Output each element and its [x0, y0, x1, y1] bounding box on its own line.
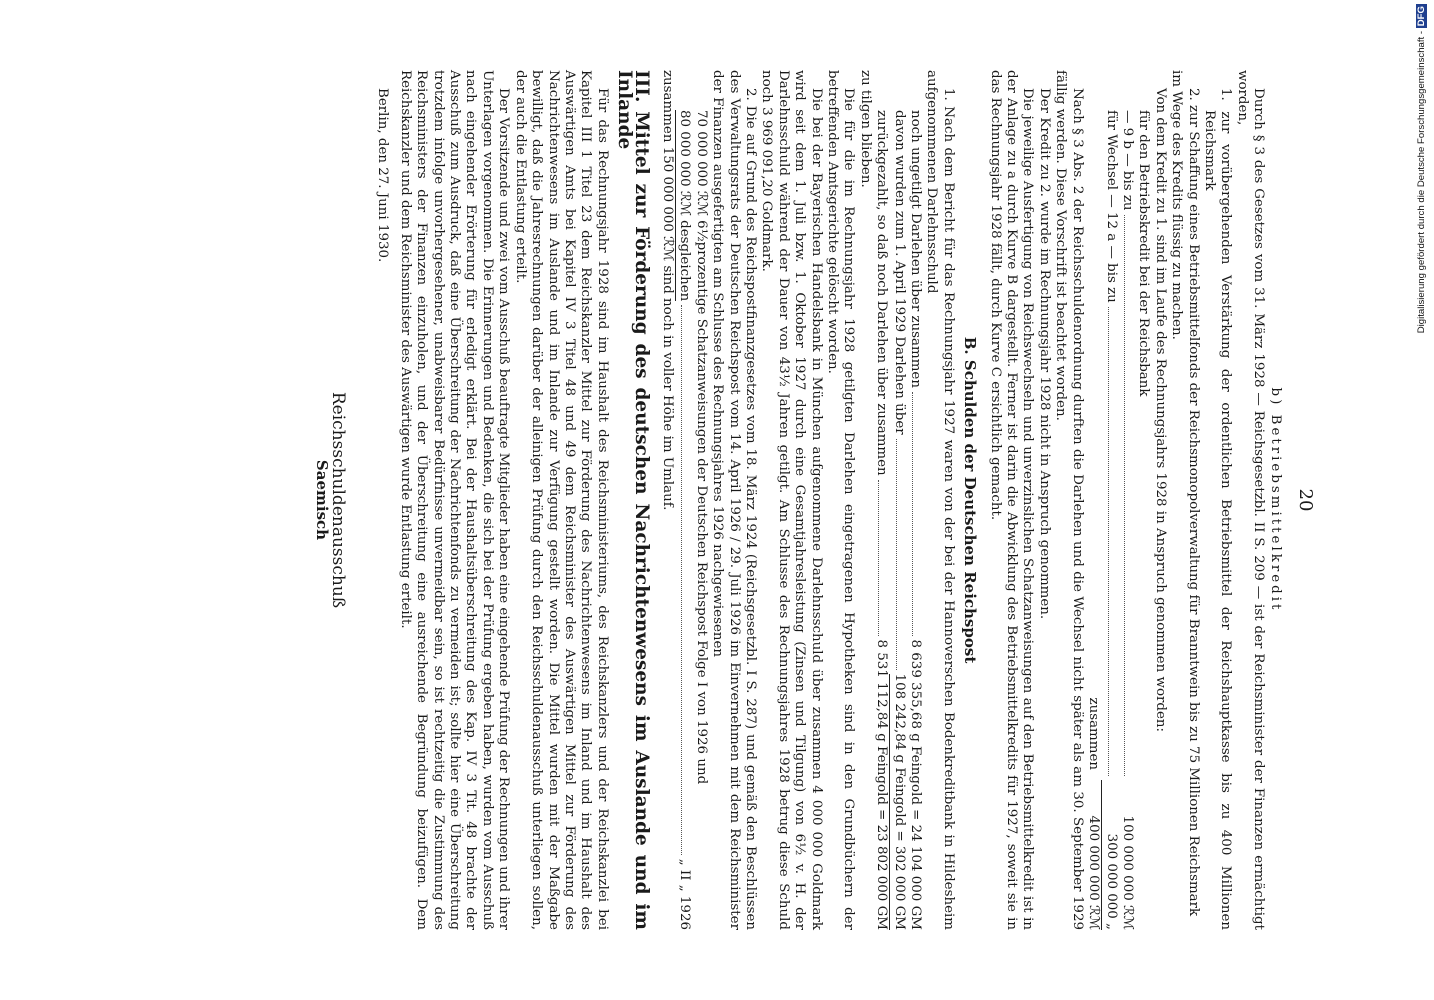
leader-dots [896, 439, 897, 670]
signature-name: Saemisch [312, 459, 331, 541]
leader-dots [681, 305, 682, 854]
paragraph-9: Die für die im Rechnungsjahr 1928 getilgten Darlehen eingetragenen Hypotheken sind in den Grundbüchern der betreffenden Amtsgerichte gelöscht worden. [825, 70, 857, 930]
leader-dots [912, 392, 913, 636]
place-date: Berlin, den 27. Juni 1930. [375, 88, 391, 263]
kredit-row-1-label: — 9 b — bis zu [1119, 110, 1135, 211]
dfg-logo: DFG [1416, 6, 1427, 27]
post-row-1 [907, 70, 923, 930]
paragraph-3: Von dem Kredit zu 1. sind im Laufe des Rechnungsjahrs 1928 in Anspruch genommen worden: [1152, 88, 1168, 733]
kredit-sum-row [1085, 70, 1102, 930]
schatz-row-2 [675, 70, 692, 930]
post-row-1-value: 8 639 355,68 g Feingold = 24 104 000 GM [908, 639, 924, 930]
paragraph-11: 2. Die auf Grund des Reichspostfinanzgesetzes vom 18. März 1924 (Reichsgesetzbl. I S. 287) und gemäß den Beschlüssen des Verwaltungsrats der Deutschen Reichspost vom 14. April 1926 / 29. Juli 1926 im Einvernehmen mit dem Reichsminister der Finanzen ausgefertigten am Schlusse des Rechnungsjahres 1926 nachgewiesenen [710, 70, 758, 930]
leader-dots [878, 480, 879, 636]
credit-text: Digitalisierung gefördert durch die Deutsche Forschungsgemeinschaft - [1416, 30, 1427, 334]
post-row-2 [889, 70, 906, 930]
post-row-2-label: davon wurden zum 1. April 1929 Darlehen über [891, 110, 907, 435]
digitization-credit [1415, 4, 1429, 394]
kredit-row-1-value: 100 000 000 ℛℳ [1119, 815, 1135, 930]
rotated-text-block [137, 70, 1317, 930]
kredit-row-1 [1119, 70, 1135, 930]
paragraph-2: im Wege des Kredits flüssig zu machen. [1169, 70, 1185, 340]
page-number: 20 [1295, 488, 1316, 512]
schatz-row-2-value: „ II „ 1926 [677, 858, 693, 930]
list-item-2: 2. zur Schaffung eines Betriebsmittelfonds der Reichsmonopolverwaltung für Branntwein bis zu 75 Millionen Reichsmark [1185, 88, 1201, 917]
post-row-3 [873, 70, 889, 930]
post-row-1-label: noch ungetilgt Darlehen über zusammen [908, 110, 924, 388]
paragraph-3b: für den Betriebskredit bei der Reichsbank [1136, 110, 1152, 397]
kredit-row-2 [1102, 70, 1118, 930]
schatz-row-1: 70 000 000 ℛℳ 6½prozentige Schatzanweisungen der Deutschen Reichspost Folge I von 1926 und [693, 110, 709, 785]
kredit-sum-label: zusammen [1086, 697, 1102, 770]
leader-dots [1124, 215, 1125, 776]
schatz-row-2-label: 80 000 000 ℛℳ desgleichen [675, 110, 692, 301]
paragraph-13: Für das Rechnungsjahr 1928 sind im Haushalt des Reichsministeriums, des Reichskanzlers und der Reichskanzlei bei Kapitel III 1 Titel 23 dem Reichskanzler Mittel zur Förderung des Nachrichtenwesens im Inland und im Haushalt des Auswärtigen Amts bei Kapitel IV 3 Titel 48 und 49 dem Reichsminister des Auswärtigen Mittel zur Förderung des Nachrichtenwesens im Auslande und im Inlande zur Verfügung gestellt worden. Die Mittel wurden mit der Maßgabe bewilligt, daß die Jahresrechnungen darüber der alleinigen Prüfung durch den Reichsschuldenausschuß unterliegen sollen, der auch die Entlastung erteilt. [512, 70, 610, 930]
signature-organization: Reichsschuldenausschuß [328, 391, 349, 609]
paragraph-5: Der Kredit zu 2. wurde im Rechnungsjahr 1928 nicht in Anspruch genommen. [1036, 88, 1052, 620]
heading-nachrichtenwesen: III. Mittel zur Förderung des deutschen Nachrichtenwesens im Auslande und im Inlande [614, 70, 652, 930]
paragraph-1: Durch § 3 des Gesetzes vom 31. März 1928 — Reichsgesetzbl. II S. 209 — ist der Reichsminister der Finanzen ermächtigt worden, [1234, 70, 1267, 930]
list-item-1: 1. zur vorübergehenden Verstärkung der ordentlichen Betriebsmittel der Reichshauptkasse bis zu 400 Millionen Reichsmark [1201, 88, 1234, 930]
leader-dots [1108, 307, 1109, 776]
paragraph-8: zu tilgen blieben. [857, 70, 873, 188]
paragraph-4: Nach § 3 Abs. 2 der Reichsschuldenordnung durften die Darlehen und die Wechsel nicht später als am 30. September 1929 fällig werden. Diese Vorschrift ist beachtet worden. [1053, 70, 1085, 930]
paragraph-14: Der Vorsitzende und zwei vom Ausschuß beauftragte Mitglieder haben eine eingehende Prüfung der Rechnungen und ihrer Unterlagen vorgenommen. Die Erinnerungen und Bedenken, die sich bei der Prüfung ergeben haben, wurden vom Ausschuß nach eingehender Erörterung für erledigt erklärt. Bei der Haushaltsüberschreitung des Kap. IV 3 Tit. 48 brachte der Ausschuß zum Ausdruck, daß eine Überschreitung der Nachrichtenfonds zu vermeiden ist; sollte hier eine Überschreitung trotzdem infolge unvorhergesehener, unabweisbarer Bedürfnisse unvermeidbar sein, so ist rechtzeitig die Zustimmung des Reichsministers der Finanzen einzuholen, und der Überschreitung eine ausreichende Begründung beizufügen. Dem Reichskanzler und dem Reichsminister des Auswärtigen wurde Entlastung erteilt. [397, 70, 512, 930]
post-row-3-value: 8 531 112,84 g Feingold = 23 802 000 GM [874, 639, 890, 930]
paragraph-12: zusammen 150 000 000 ℛℳ sind noch in voller Höhe im Umlauf. [659, 70, 675, 511]
heading-reichspost: B. Schulden der Deutschen Reichspost [961, 336, 980, 664]
post-row-3-label: zurückgezahlt, so daß noch Darlehen über zusammen [874, 110, 890, 476]
section-title-betriebsmittelkredit: b) Betriebsmittelkredit [1267, 387, 1283, 613]
paragraph-6: Die jeweilige Ausfertigung von Reichswechseln und unverzinslichen Schatzanweisungen auf den Betriebsmittelkredit ist in der Anlage zu a durch Kurve B dargestellt. Ferner ist darin die Abwicklung des Betriebsmittelkredits für 1927, soweit sie in das Rechnungsjahr 1928 fällt, durch Kurve C ersichtlich gemacht. [987, 70, 1036, 930]
post-row-2-value: 108 242,84 g Feingold = 302 000 GM [889, 674, 906, 930]
paragraph-7: 1. Nach dem Bericht für das Rechnungsjahr 1927 waren von der bei der Hannoverschen Bodenkreditbank in Hildesheim aufgenommenen Darlehnsschuld [924, 70, 956, 930]
paragraph-10: Die bei der Bayerischen Handelsbank in München aufgenommene Darlehnsschuld über zusammen 4 000 000 Goldmark wird seit dem 1. Juli bzw. 1. Oktober 1927 durch eine Gesamtjahresleistung (Zinsen und Tilgung) von 6½ v. H. der Darlehnsschuld während der Dauer von 43½ Jahren getilgt. Am Schlusse des Rechnungsjahres 1928 betrug diese Schuld noch 3 969 091,20 Goldmark. [759, 70, 824, 930]
kredit-sum-value: 400 000 000 ℛℳ [1085, 780, 1102, 930]
kredit-row-2-label: für Wechsel — 12 a — bis zu [1103, 110, 1119, 303]
digitization-credit-text [1415, 4, 1429, 394]
kredit-row-2-value: 300 000 000 „ [1103, 833, 1119, 930]
